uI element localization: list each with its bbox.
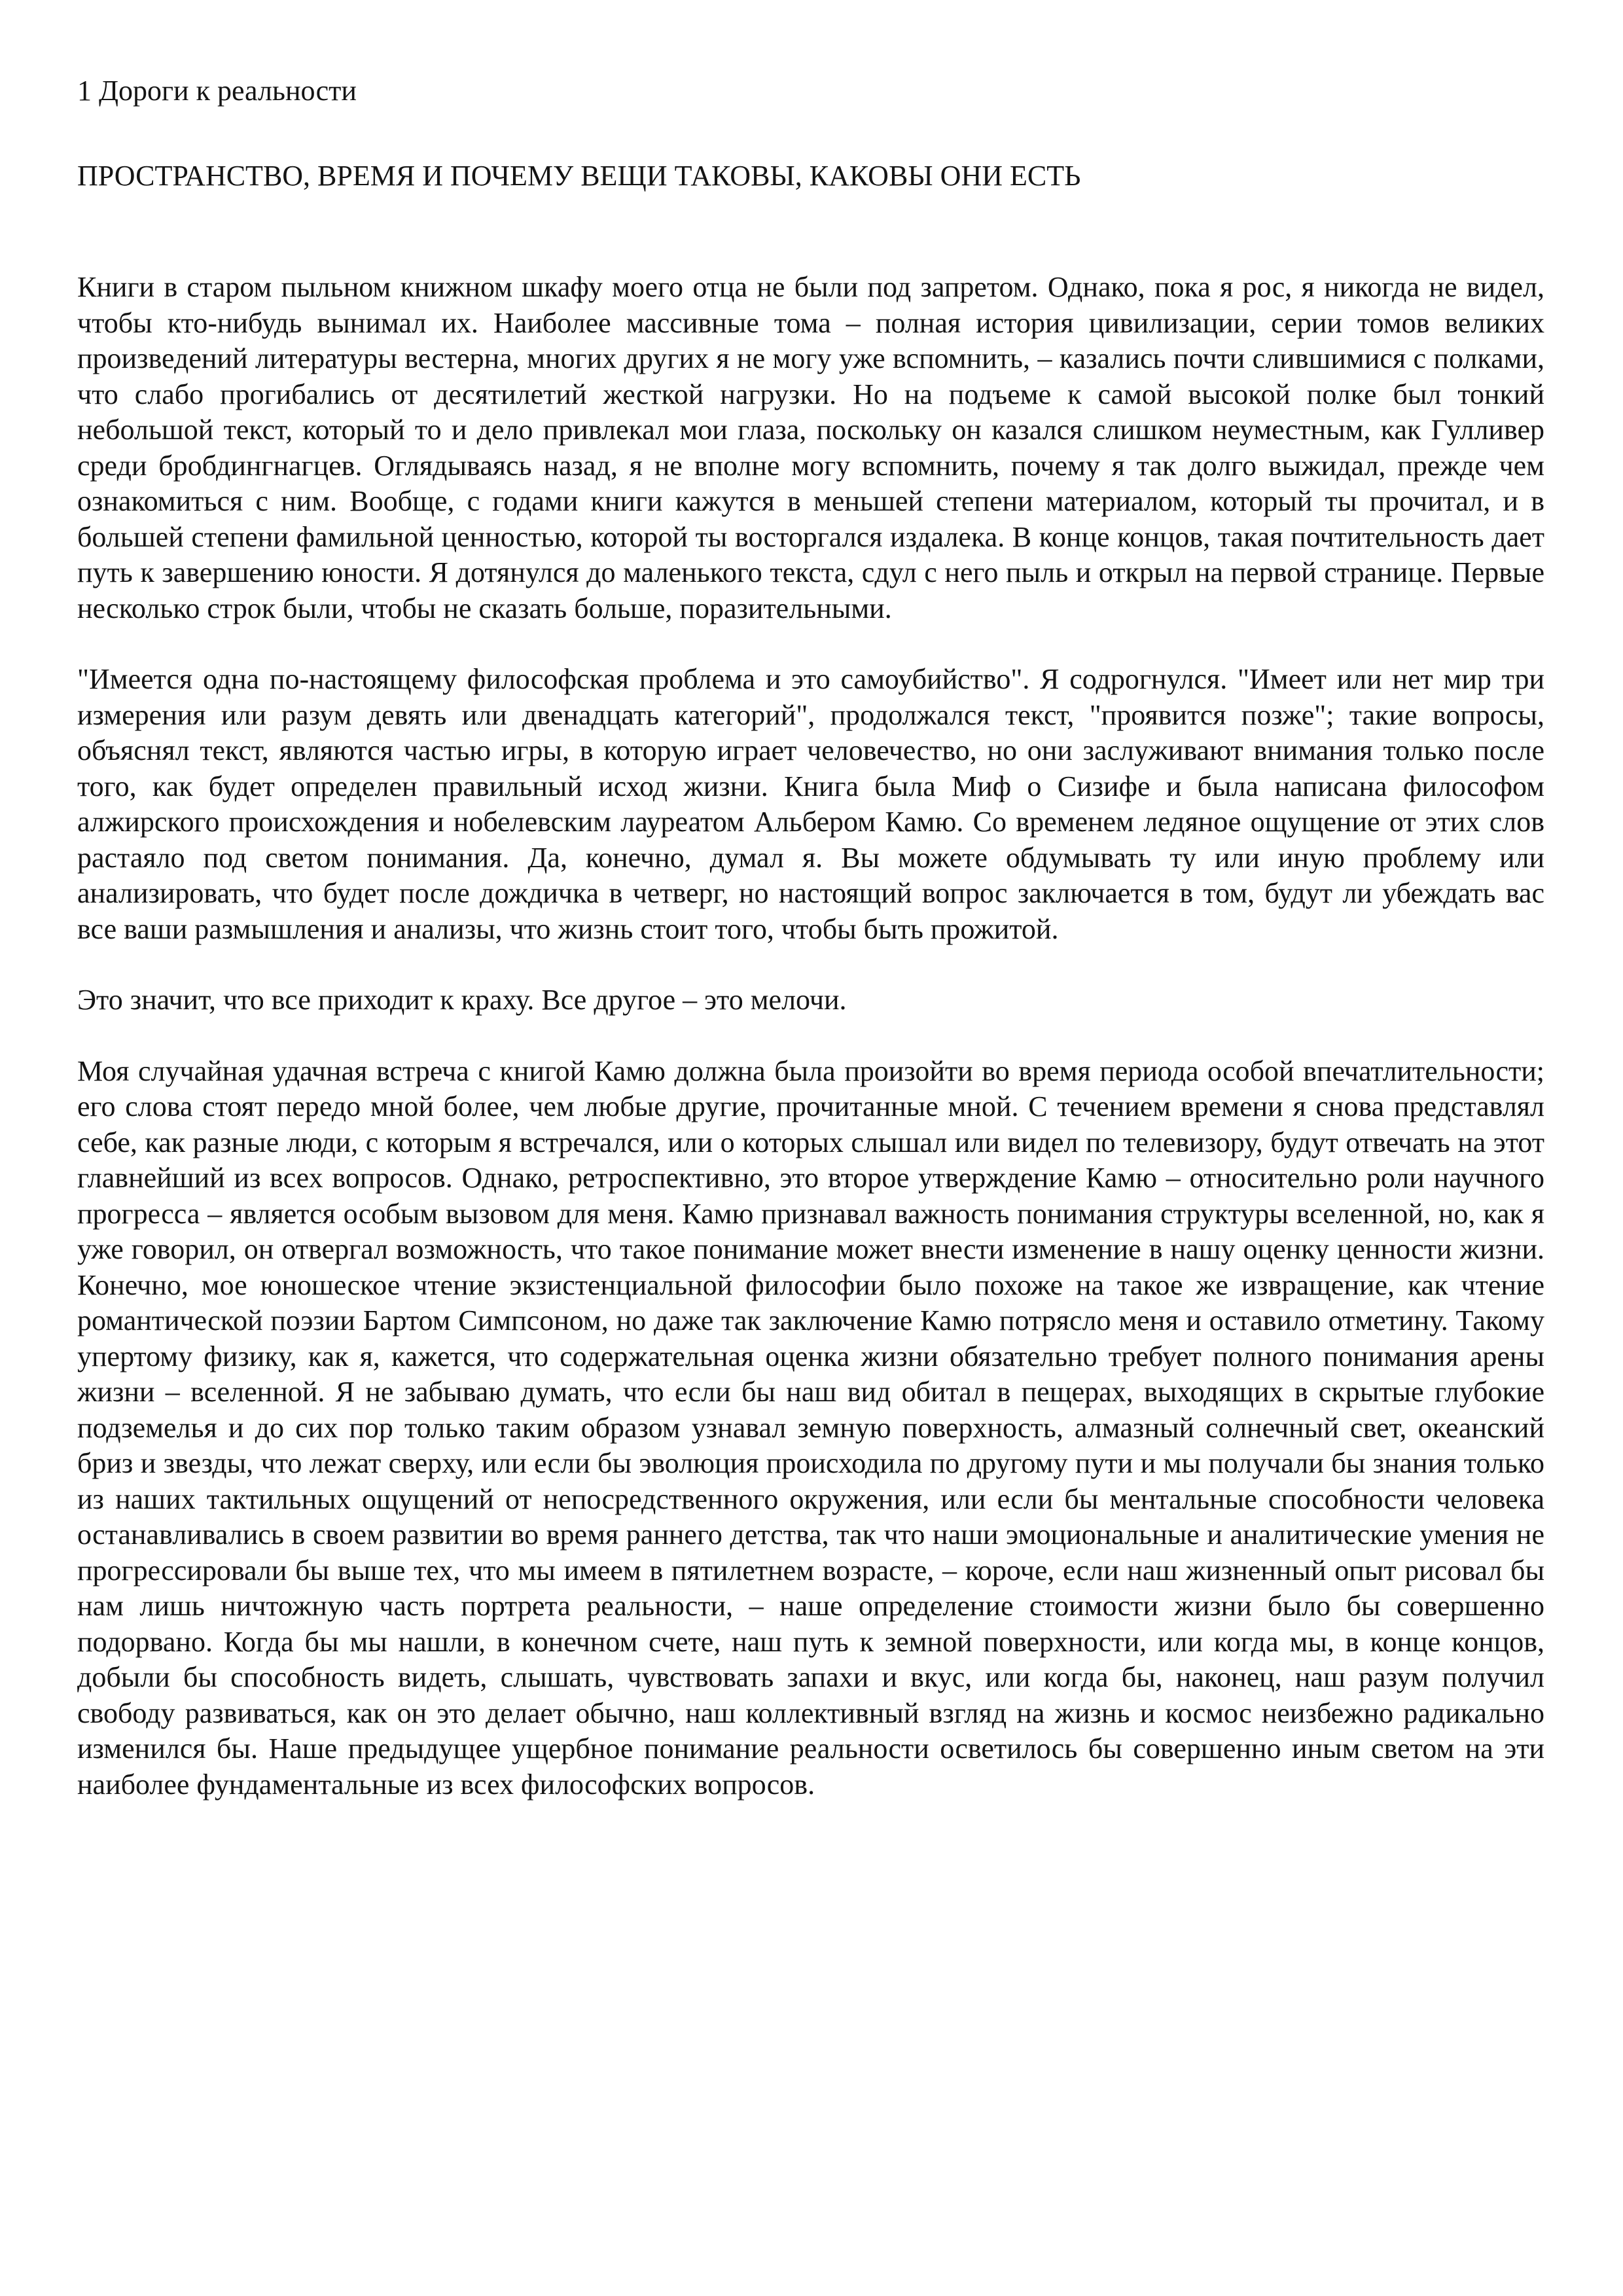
document-page (77, 73, 1544, 1803)
paragraph-4: Моя случайная удачная встреча с книгой Камю должна была произойти во время периода особой впечатлительности; его слова стоят передо мной более, чем любые другие, прочитанные мной. С течением времени я снова представлял себе, как разные люди, с которым я встречался, или о которых слышал или видел по телевизору, будут отвечать на этот главнейший из всех вопросов. Однако, ретроспективно, это второе утверждение Камю – относительно роли научного прогресса – является особым вызовом для меня. Камю признавал важность понимания структуры вселенной, но, как я уже говорил, он отвергал возможность, что такое понимание может внести изменение в нашу оценку ценности жизни. Конечно, мое юношеское чтение экзистенциальной философии было похоже на такое же извращение, как чтение романтической поэзии Бартом Симпсоном, но даже так заключение Камю потрясло меня и оставило отметину. Такому упертому физику, как я, кажется, что содержательная оценка жизни обязательно требует полного понимания арены жизни – вселенной. Я не забываю думать, что если бы наш вид обитал в пещерах, выходящих в скрытые глубокие подземелья и до сих пор только таким образом узнавал земную поверхность, алмазный солнечный свет, океанский бриз и звезды, что лежат сверху, или если бы эволюция происходила по другому пути и мы получали бы знания только из наших тактильных ощущений от непосредственного окружения, или если бы ментальные способности человека останавливались в своем развитии во время раннего детства, так что наши эмоциональные и аналитические умения не прогрессировали бы выше тех, что мы имеем в пятилетнем возрасте, – короче, если наш жизненный опыт рисовал бы нам лишь ничтожную часть портрета реальности, – наше определение стоимости жизни было бы совершенно подорвано. Когда бы мы нашли, в конечном счете, наш путь к земной поверхности, или когда мы, в конце концов, добыли бы способность видеть, слышать, чувствовать запахи и вкус, или когда бы, наконец, наш разум получил свободу развиваться, как он это делает обычно, наш коллективный взгляд на жизнь и космос неизбежно радикально изменился бы. Наше предыдущее ущербное понимание реальности осветилось бы совершенно иным светом на эти наиболее фундаментальные из всех философских вопросов. (77, 1054, 1544, 1801)
body-text (77, 270, 1544, 1803)
paragraph-1: Книги в старом пыльном книжном шкафу моего отца не были под запретом. Однако, пока я рос, я никогда не видел, чтобы кто-нибудь вынимал их. Наиболее массивные тома – полная история цивилизации, серии томов великих произведений литературы вестерна, многих других я не могу уже вспомнить, – казались почти слившимися с полками, что слабо прогибались от десятилетий жесткой нагрузки. Но на подъеме к самой высокой полке был тонкий небольшой текст, который то и дело привлекал мои глаза, поскольку он казался слишком неуместным, как Гулливер среди бробдингнагцев. Оглядываясь назад, я не вполне могу вспомнить, почему я так долго выжидал, прежде чем ознакомиться с ним. Вообще, с годами книги кажутся в меньшей степени материалом, который ты прочитал, и в большей степени фамильной ценностью, которой ты восторгался издалека. В конце концов, такая почтительность дает путь к завершению юности. Я дотянулся до маленького текста, сдул с него пыль и открыл на первой странице. Первые несколько строк были, чтобы не сказать больше, поразительными. (77, 271, 1544, 624)
paragraph-3: Это значит, что все приходит к краху. Все другое – это мелочи. (77, 984, 847, 1016)
chapter-heading: 1 Дороги к реальности (77, 75, 357, 107)
chapter-title: ПРОСТРАНСТВО, ВРЕМЯ И ПОЧЕМУ ВЕЩИ ТАКОВЫ, КАКОВЫ ОНИ ЕСТЬ (77, 160, 1081, 192)
paragraph-2: "Имеется одна по-настоящему философская проблема и это самоубийство". Я содрогнулся. "Имеет или нет мир три измерения или разум девять или двенадцать категорий", продолжался текст, "проявится позже"; такие вопросы, объяснял текст, являются частью игры, в которую играет человечество, но они заслуживают внимания только после того, как будет определен правильный исход жизни. Книга была Миф о Сизифе и была написана философом алжирского происхождения и нобелевским лауреатом Альбером Камю. Со временем ледяное ощущение от этих слов растаяло под светом понимания. Да, конечно, думал я. Вы можете обдумывать ту или иную проблему или анализировать, что будет после дождичка в четверг, но настоящий вопрос заключается в том, будут ли убеждать вас все ваши размышления и анализы, что жизнь стоит того, чтобы быть прожитой. (77, 663, 1544, 945)
